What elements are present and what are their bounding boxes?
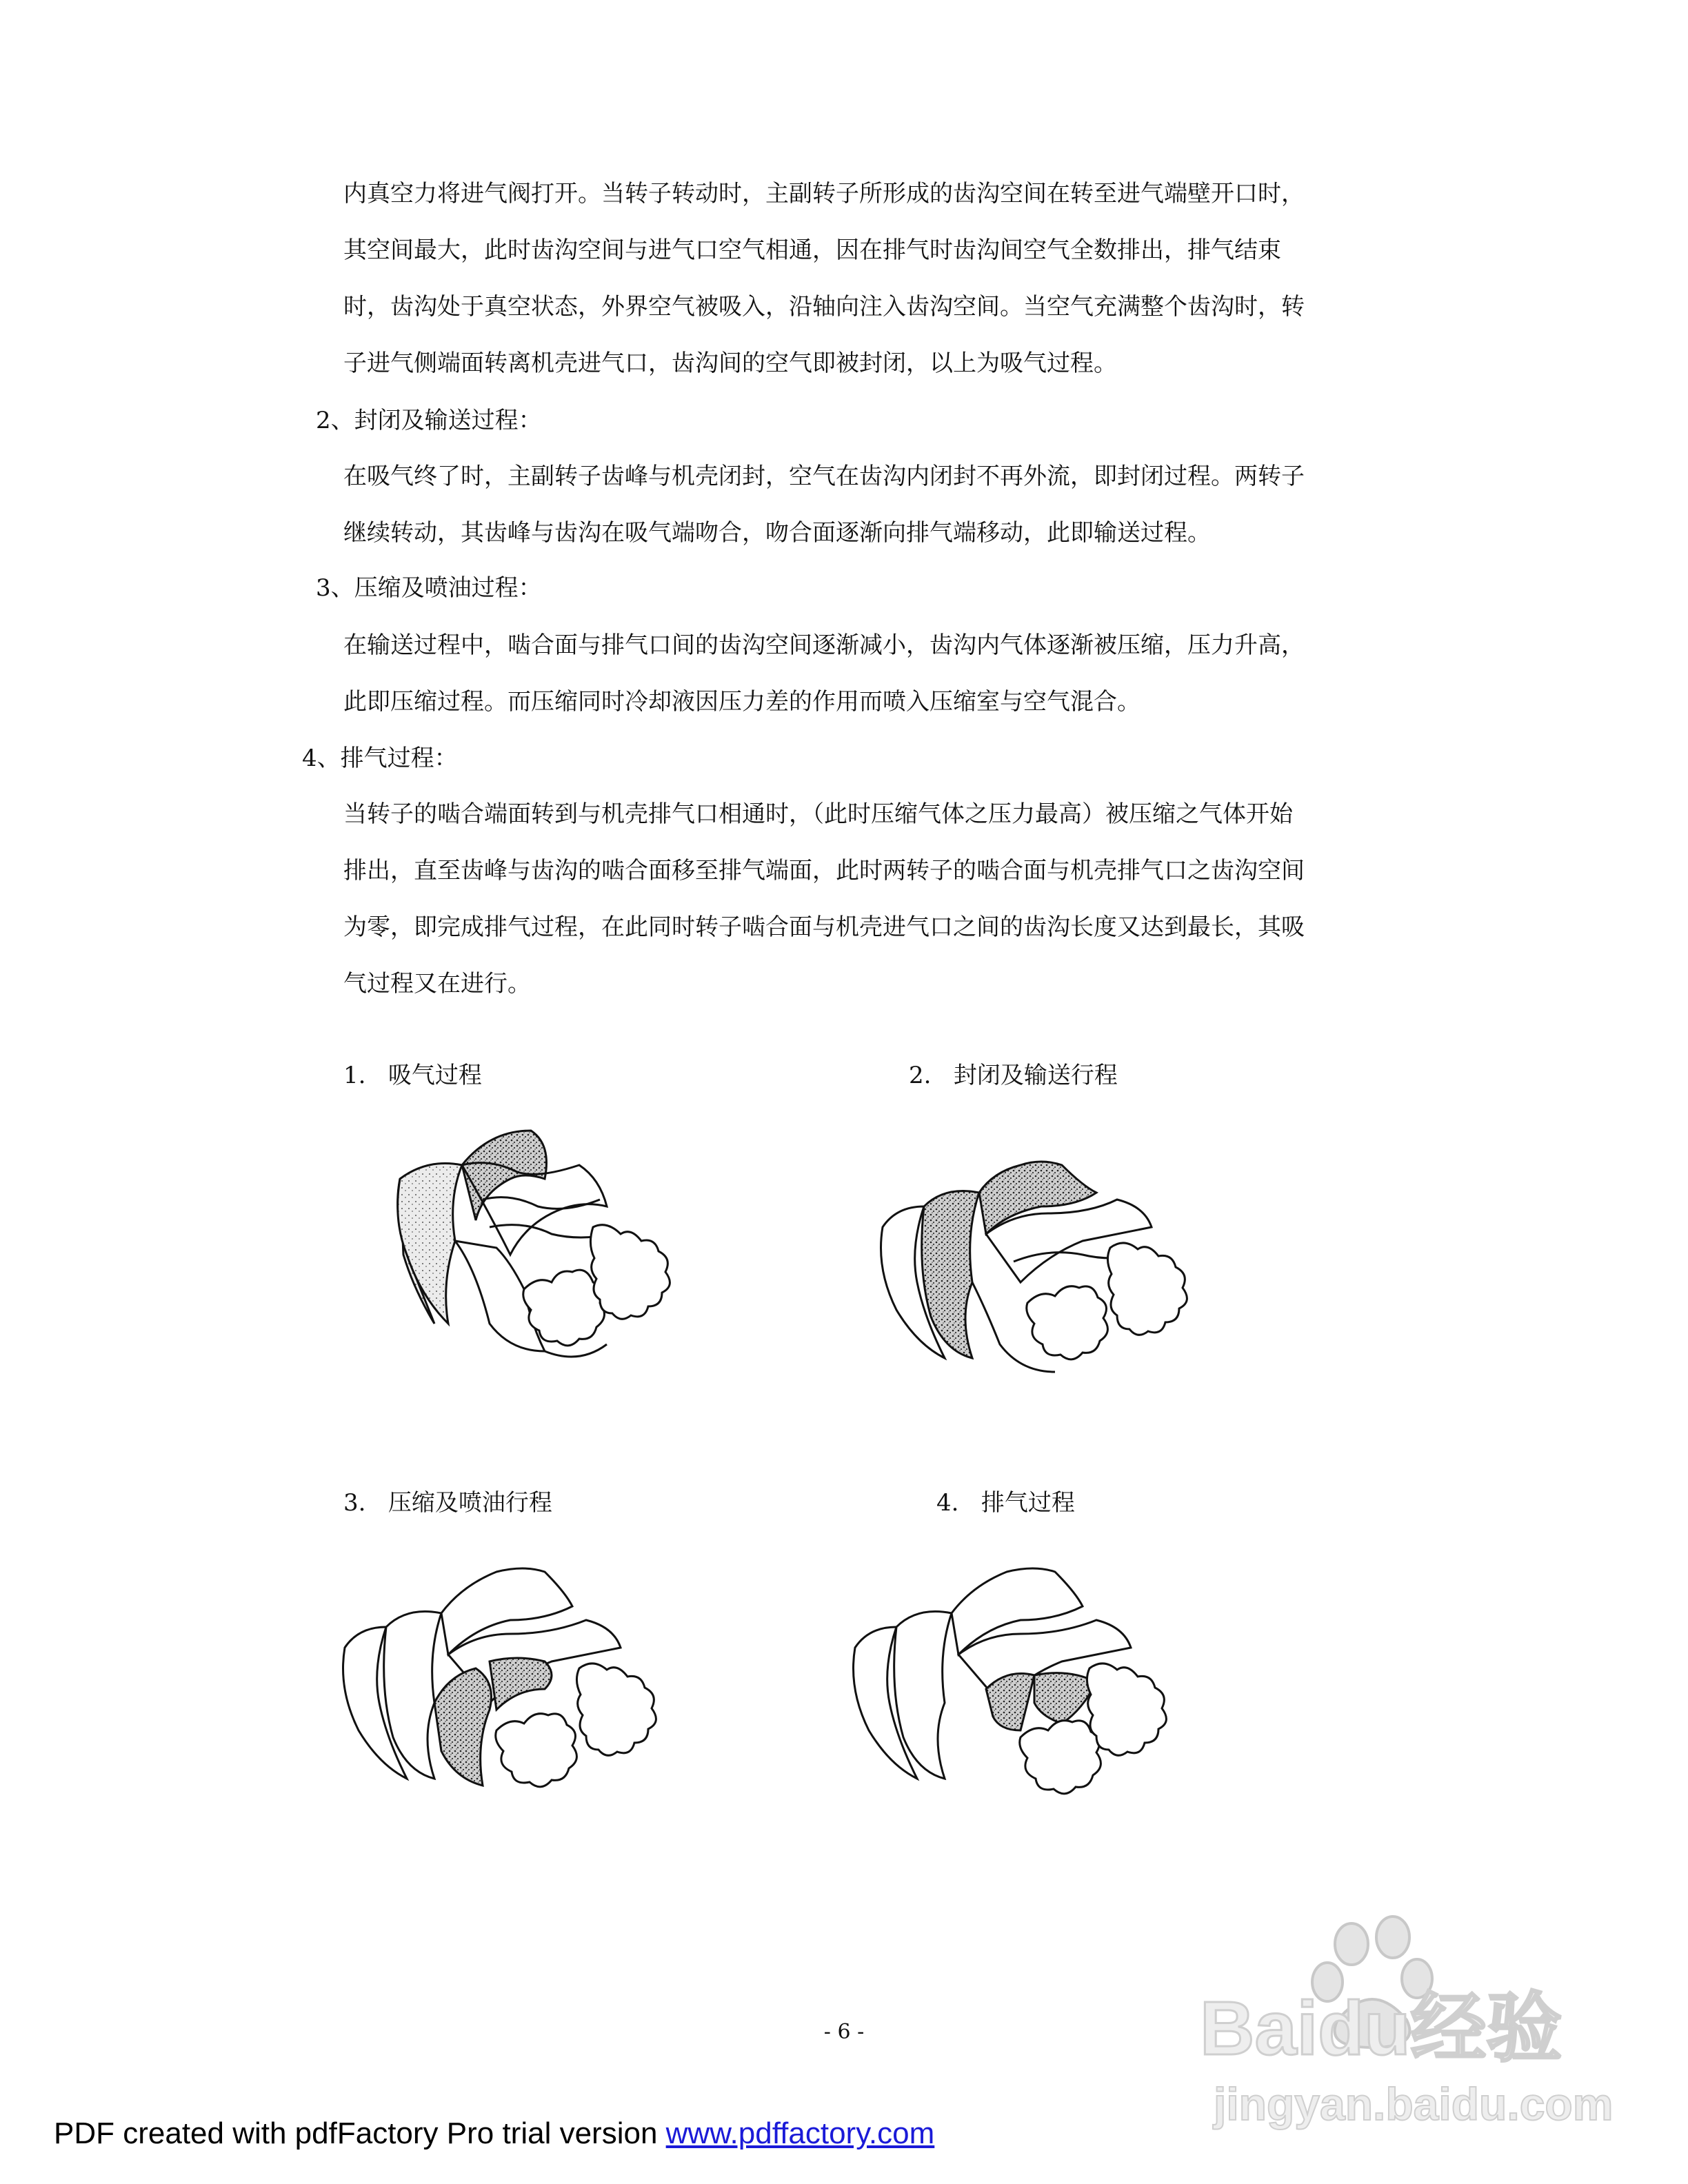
footer-link[interactable]: www.pdffactory.com (665, 2116, 935, 2150)
figure-title: 封闭及输送行程 (953, 1062, 1118, 1089)
watermark-url: jingyan.baidu.com (1214, 2079, 1614, 2130)
section-heading-sealing: 2、封闭及输送过程： (316, 407, 542, 434)
figure-number: 1. (343, 1062, 366, 1089)
rotor-diagram-compression (338, 1551, 669, 1827)
text-line: 此即压缩过程。而压缩同时冷却液因压力差的作用而喷入压缩室与空气混合。 (343, 688, 1141, 716)
pdf-footer (54, 2116, 934, 2151)
text-line: 在输送过程中，啮合面与排气口间的齿沟空间逐渐减小，齿沟内气体逐渐被压缩，压力升高， (343, 631, 1305, 659)
rotor-diagram-discharge (848, 1551, 1179, 1827)
text-line: 当转子的啮合端面转到与机壳排气口相通时，（此时压缩气体之压力最高）被压缩之气体开始 (343, 800, 1293, 828)
figure-caption (343, 1058, 482, 1093)
text-line: 排出，直至齿峰与齿沟的啮合面移至排气端面，此时两转子的啮合面与机壳排气口之齿沟空间 (343, 857, 1305, 884)
figure-number: 2. (909, 1062, 932, 1089)
figure-caption (343, 1486, 552, 1520)
figure-number: 4. (936, 1489, 959, 1517)
figure-title: 压缩及喷油行程 (388, 1489, 552, 1517)
page-number: - 6 - (823, 2020, 865, 2044)
text-line: 时，齿沟处于真空状态，外界空气被吸入，沿轴向注入齿沟空间。当空气充满整个齿沟时，转 (343, 293, 1305, 321)
section-heading-discharge: 4、排气过程： (302, 745, 458, 772)
text-line: 内真空力将进气阀打开。当转子转动时，主副转子所形成的齿沟空间在转至进气端壁开口时， (343, 180, 1305, 208)
text-line: 其空间最大，此时齿沟空间与进气口空气相通，因在排气时齿沟间空气全数排出，排气结束 (343, 236, 1281, 264)
footer-text: PDF created with pdfFactory Pro trial version (54, 2116, 666, 2150)
text-line: 气过程又在进行。 (343, 970, 531, 998)
watermark-brand: Baidu经验 (1200, 1986, 1563, 2071)
text-line: 继续转动，其齿峰与齿沟在吸气端吻合，吻合面逐渐向排气端移动，此即输送过程。 (343, 519, 1211, 547)
figure-caption (909, 1058, 1118, 1093)
text-line: 在吸气终了时，主副转子齿峰与机壳闭封，空气在齿沟内闭封不再外流，即封闭过程。两转子 (343, 463, 1305, 490)
rotor-diagram-intake (372, 1117, 690, 1393)
section-paragraph-compression (343, 617, 1305, 730)
rotor-diagram-sealing (869, 1131, 1200, 1406)
section-paragraph-sealing (343, 448, 1305, 561)
section-paragraph-discharge (343, 786, 1305, 1012)
figure-number: 3. (343, 1489, 366, 1517)
figure-title: 吸气过程 (388, 1062, 482, 1089)
text-line: 为零，即完成排气过程，在此同时转子啮合面与机壳进气口之间的齿沟长度又达到最长，其吸 (343, 913, 1305, 941)
section-heading-compression: 3、压缩及喷油过程： (316, 574, 542, 602)
figure-title: 排气过程 (981, 1489, 1075, 1517)
baidu-jingyan-watermark (1186, 1910, 1614, 2137)
intro-paragraph (343, 165, 1305, 392)
figure-caption (936, 1486, 1075, 1520)
text-line: 子进气侧端面转离机壳进气口，齿沟间的空气即被封闭，以上为吸气过程。 (343, 350, 1117, 377)
